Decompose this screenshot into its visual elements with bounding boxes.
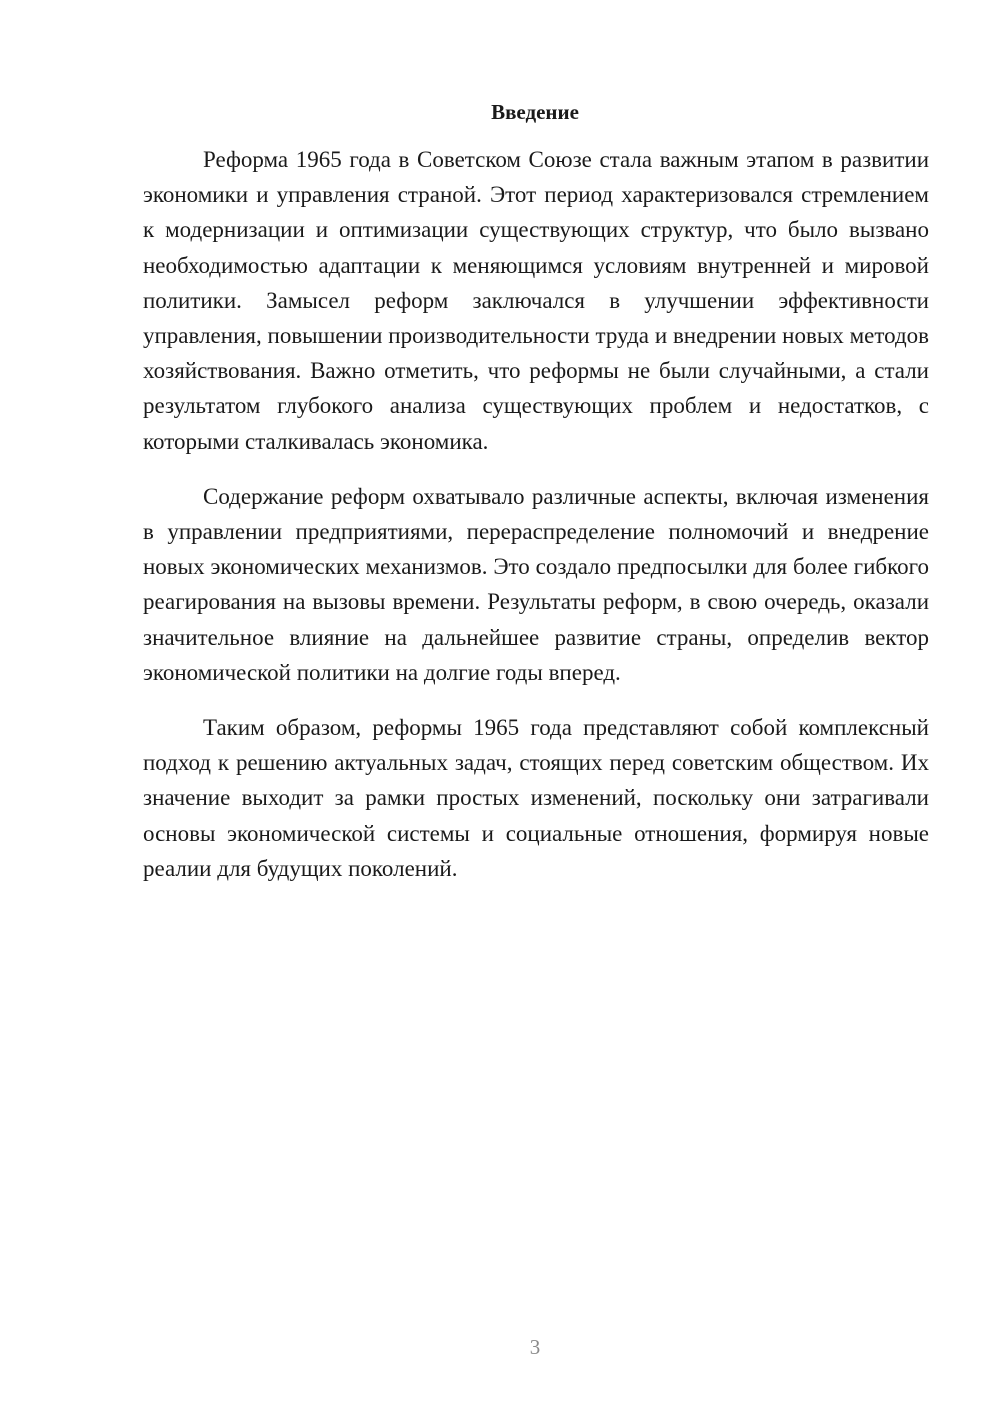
paragraph-1: Реформа 1965 года в Советском Союзе стала важным этапом в развитии экономики и управления страной. Этот период характеризовался стремлением к модернизации и оптимизации существующих структур, что было вызвано необходимостью адаптации к меняющимся условиям внутренней и мировой политики. Замысел реформ заключался в улучшении эффективности управления, повышении производительности труда и внедрении новых методов хозяйствования. Важно отметить, что реформы не были случайными, а стали результатом глубокого анализа существующих проблем и недостатков, с которыми сталкивалась экономика.	[143, 147, 929, 454]
paragraph-2: Содержание реформ охватывало различные аспекты, включая изменения в управлении предприятиями, перераспределение полномочий и внедрение новых экономических механизмов. Это создало предпосылки для более гибкого реагирования на вызовы времени. Результаты реформ, в свою очередь, оказали значительное влияние на дальнейшее развитие страны, определив вектор экономической политики на долгие годы вперед.	[143, 483, 929, 685]
page-number: 3	[529, 1335, 541, 1359]
document-body	[143, 142, 929, 906]
paragraph-3: Таким образом, реформы 1965 года представляют собой комплексный подход к решению актуальных задач, стоящих перед советским обществом. Их значение выходит за рамки простых изменений, поскольку они затрагивали основы экономической системы и социальные отношения, формируя новые реалии для будущих поколений.	[143, 715, 929, 881]
page-title: Введение	[491, 100, 579, 124]
